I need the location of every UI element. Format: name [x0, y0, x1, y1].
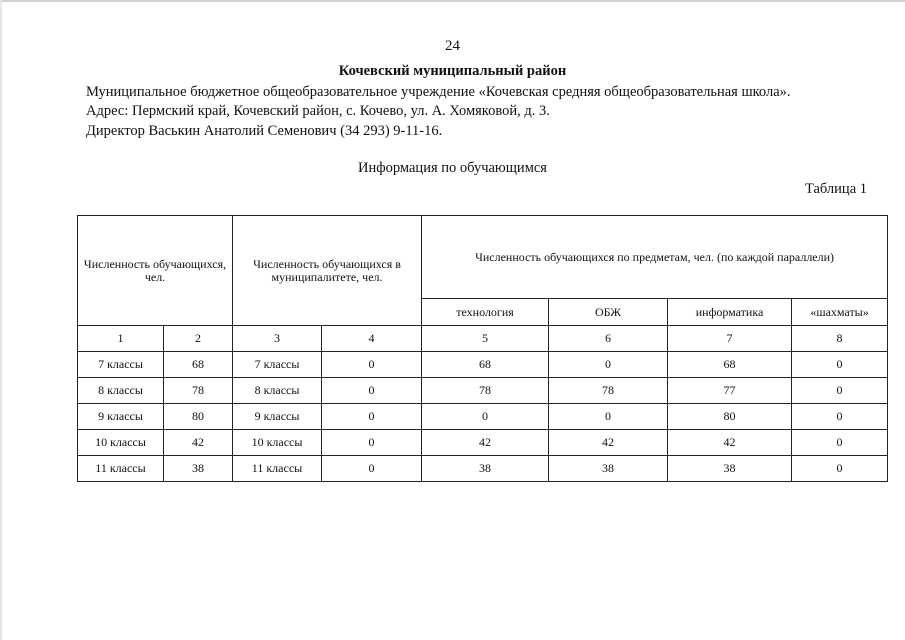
- table-cell: 0: [792, 456, 888, 482]
- table-row: [78, 430, 888, 456]
- table-cell: 78: [549, 378, 668, 404]
- scan-top-edge: [0, 0, 905, 2]
- table-cell: 68: [164, 352, 233, 378]
- table-cell: 38: [549, 456, 668, 482]
- table-cell: 0: [549, 352, 668, 378]
- header-students-by-subject: Численность обучающихся по предметам, чел. (по каждой параллели): [422, 216, 888, 299]
- page-number: 24: [445, 38, 460, 54]
- table-cell: 42: [164, 430, 233, 456]
- table-cell: 78: [164, 378, 233, 404]
- table-row: [78, 404, 888, 430]
- table-cell: 0: [322, 404, 422, 430]
- district-heading: Кочевский муниципальный район: [338, 63, 567, 79]
- column-number-row: [78, 326, 888, 352]
- table-cell: 9 классы: [233, 404, 322, 430]
- table-cell: 11 классы: [233, 456, 322, 482]
- table-cell: 0: [322, 430, 422, 456]
- table-label: Таблица 1: [804, 181, 867, 197]
- column-number: 7: [668, 326, 792, 352]
- table-cell: 68: [668, 352, 792, 378]
- table-cell: 8 классы: [78, 378, 164, 404]
- table-cell: 0: [549, 404, 668, 430]
- table-cell: 10 классы: [233, 430, 322, 456]
- header-students-count: Численность обучающихся, чел.: [78, 216, 233, 326]
- table-cell: 38: [668, 456, 792, 482]
- table-cell: 80: [668, 404, 792, 430]
- table-cell: 38: [164, 456, 233, 482]
- table-cell: 80: [164, 404, 233, 430]
- table-cell: 7 классы: [233, 352, 322, 378]
- column-number: 8: [792, 326, 888, 352]
- header-students-municipality: Численность обучающихся в муниципалитете, чел.: [233, 216, 422, 326]
- table-row: [78, 378, 888, 404]
- table-cell: 42: [549, 430, 668, 456]
- table-cell: 0: [322, 352, 422, 378]
- table-row: [78, 352, 888, 378]
- table-cell: 0: [792, 352, 888, 378]
- table-cell: 42: [422, 430, 549, 456]
- header-subject-obzh: ОБЖ: [549, 299, 668, 326]
- table-cell: 78: [422, 378, 549, 404]
- table-cell: 0: [792, 378, 888, 404]
- table-cell: 0: [792, 430, 888, 456]
- column-number: 2: [164, 326, 233, 352]
- table-cell: 0: [792, 404, 888, 430]
- column-number: 6: [549, 326, 668, 352]
- column-number: 5: [422, 326, 549, 352]
- director-line: Директор Васькин Анатолий Семенович (34 293) 9-11-16.: [86, 123, 443, 139]
- table-title: Информация по обучающимся: [358, 160, 547, 176]
- column-number: 4: [322, 326, 422, 352]
- address-line: Адрес: Пермский край, Кочевский район, с. Кочево, ул. А. Хомяковой, д. 3.: [86, 103, 550, 119]
- header-subject-informatics: информатика: [668, 299, 792, 326]
- table-cell: 0: [422, 404, 549, 430]
- scan-left-edge: [0, 0, 2, 640]
- column-number: 3: [233, 326, 322, 352]
- header-subject-technology: технология: [422, 299, 549, 326]
- institution-line: Муниципальное бюджетное общеобразовательное учреждение «Кочевская средняя общеобразовательная школа».: [86, 84, 791, 100]
- table-cell: 77: [668, 378, 792, 404]
- table-cell: 68: [422, 352, 549, 378]
- column-number: 1: [78, 326, 164, 352]
- table-cell: 8 классы: [233, 378, 322, 404]
- table-row: [78, 456, 888, 482]
- table-cell: 42: [668, 430, 792, 456]
- table-cell: 0: [322, 456, 422, 482]
- table-cell: 7 классы: [78, 352, 164, 378]
- table-cell: 11 классы: [78, 456, 164, 482]
- table-cell: 9 классы: [78, 404, 164, 430]
- students-table: [77, 215, 888, 482]
- table-cell: 38: [422, 456, 549, 482]
- header-subject-chess: «шахматы»: [792, 299, 888, 326]
- table-cell: 10 классы: [78, 430, 164, 456]
- table-cell: 0: [322, 378, 422, 404]
